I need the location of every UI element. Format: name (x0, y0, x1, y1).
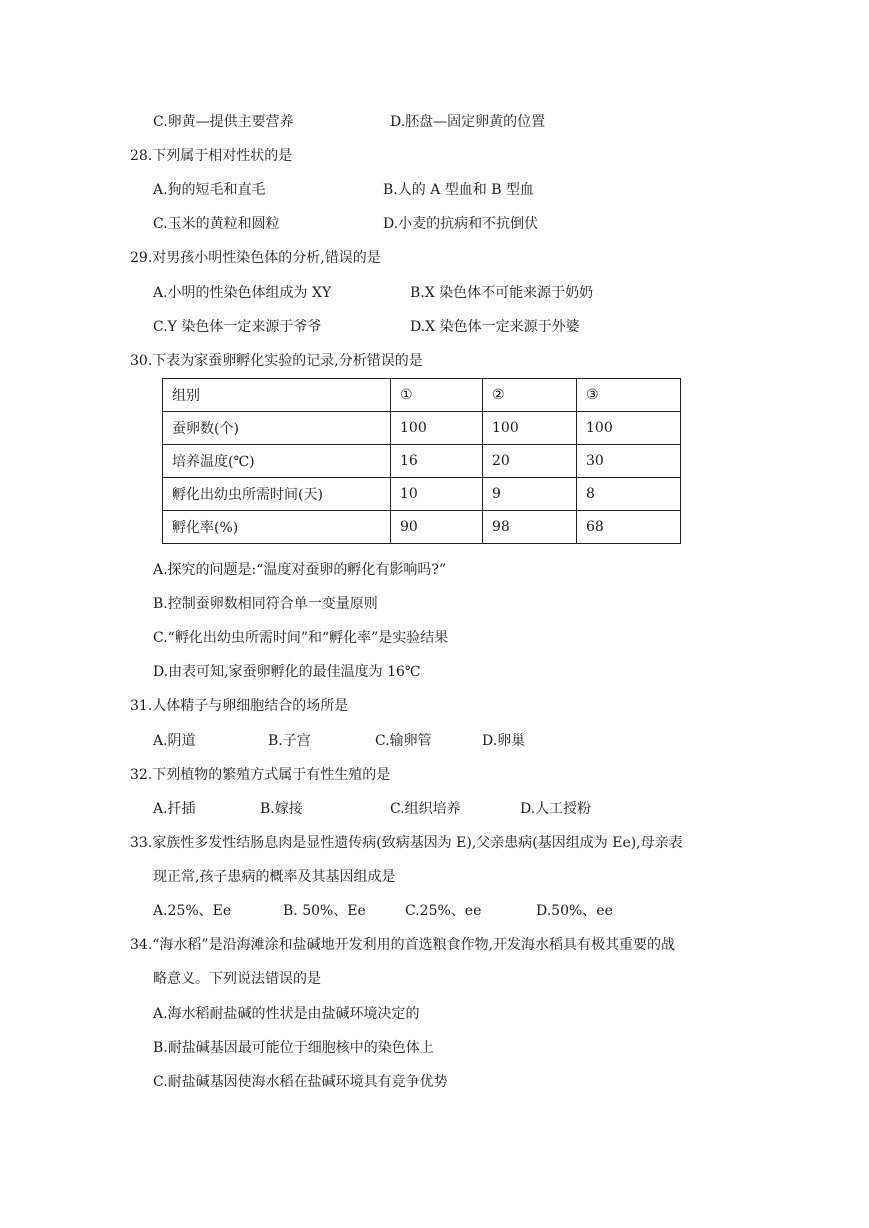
table-cell: 100 (391, 412, 483, 445)
table-row (163, 511, 681, 544)
q33-option-c: C.25%、ee (405, 903, 482, 919)
q33-stem-line1: 33.家族性多发性结肠息肉是显性遗传病(致病基因为 E),父亲患病(基因组成为 Ee),母亲表 (130, 835, 683, 851)
q27-option-d: D.胚盘—固定卵黄的位置 (390, 114, 546, 130)
table-cell: 100 (577, 412, 681, 445)
q31-option-b: B.子宫 (268, 733, 311, 749)
q34-option-b: B.耐盐碱基因最可能位于细胞核中的染色体上 (153, 1040, 434, 1056)
q29-stem: 29.对男孩小明性染色体的分析,错误的是 (130, 250, 381, 266)
q28-stem: 28.下列属于相对性状的是 (130, 148, 293, 164)
q31-option-c: C.输卵管 (375, 733, 432, 749)
q34-stem-line1: 34.“海水稻”是沿海滩涂和盐碱地开发利用的首选粮食作物,开发海水稻具有极其重要的战 (130, 937, 676, 953)
q29-option-b: B.X 染色体不可能来源于奶奶 (410, 285, 594, 301)
q30-option-b: B.控制蚕卵数相同符合单一变量原则 (153, 596, 378, 612)
q30-option-c: C.“孵化出幼虫所需时间”和“孵化率”是实验结果 (153, 630, 449, 646)
q34-option-c: C.耐盐碱基因使海水稻在盐碱环境具有竞争优势 (153, 1074, 448, 1090)
q33-stem-line2: 现正常,孩子患病的概率及其基因组成是 (153, 869, 396, 885)
q30-option-a: A.探究的问题是:“温度对蚕卵的孵化有影响吗?” (153, 562, 447, 578)
q34-option-a: A.海水稻耐盐碱的性状是由盐碱环境决定的 (153, 1006, 420, 1022)
table-cell: ③ (577, 379, 681, 412)
table-row (163, 379, 681, 412)
table-cell: ① (391, 379, 483, 412)
table-row (163, 478, 681, 511)
table-cell: 组别 (163, 379, 391, 412)
q31-option-a: A.阴道 (153, 733, 196, 749)
table-cell: 90 (391, 511, 483, 544)
table-row (163, 445, 681, 478)
q31-option-d: D.卵巢 (482, 733, 526, 749)
q33-option-b: B. 50%、Ee (283, 903, 366, 919)
q32-option-c: C.组织培养 (390, 801, 461, 817)
table-cell: 8 (577, 478, 681, 511)
table-cell: 孵化率(%) (163, 511, 391, 544)
table-cell: 培养温度(℃) (163, 445, 391, 478)
q32-stem: 32.下列植物的繁殖方式属于有性生殖的是 (130, 767, 391, 783)
table-cell: 98 (483, 511, 577, 544)
q32-option-a: A.扦插 (153, 801, 196, 817)
q29-option-d: D.X 染色体一定来源于外婆 (410, 319, 580, 335)
q34-stem-line2: 略意义。下列说法错误的是 (153, 971, 321, 987)
q28-option-d: D.小麦的抗病和不抗倒伏 (383, 216, 539, 232)
q28-option-a: A.狗的短毛和直毛 (153, 182, 266, 198)
q28-option-b: B.人的 A 型血和 B 型血 (383, 182, 534, 198)
q33-option-d: D.50%、ee (536, 903, 613, 919)
table-cell: 10 (391, 478, 483, 511)
q30-stem: 30.下表为家蚕卵孵化实验的记录,分析错误的是 (130, 353, 423, 369)
q29-option-a: A.小明的性染色体组成为 XY (153, 285, 332, 301)
table-cell: 68 (577, 511, 681, 544)
table-row (163, 412, 681, 445)
q32-option-d: D.人工授粉 (520, 801, 592, 817)
q28-option-c: C.玉米的黄粒和圆粒 (153, 216, 280, 232)
hatching-experiment-table (162, 378, 681, 544)
table-cell: 20 (483, 445, 577, 478)
table-cell: 9 (483, 478, 577, 511)
table-cell: 16 (391, 445, 483, 478)
q29-option-c: C.Y 染色体一定来源于爷爷 (153, 319, 322, 335)
q33-option-a: A.25%、Ee (153, 903, 232, 919)
table-cell: 100 (483, 412, 577, 445)
table-cell: 30 (577, 445, 681, 478)
q31-stem: 31.人体精子与卵细胞结合的场所是 (130, 698, 349, 714)
q27-option-c: C.卵黄—提供主要营养 (153, 114, 294, 130)
q32-option-b: B.嫁接 (260, 801, 303, 817)
table-cell: 孵化出幼虫所需时间(天) (163, 478, 391, 511)
table-cell: ② (483, 379, 577, 412)
q30-option-d: D.由表可知,家蚕卵孵化的最佳温度为 16℃ (153, 664, 421, 680)
table-cell: 蚕卵数(个) (163, 412, 391, 445)
